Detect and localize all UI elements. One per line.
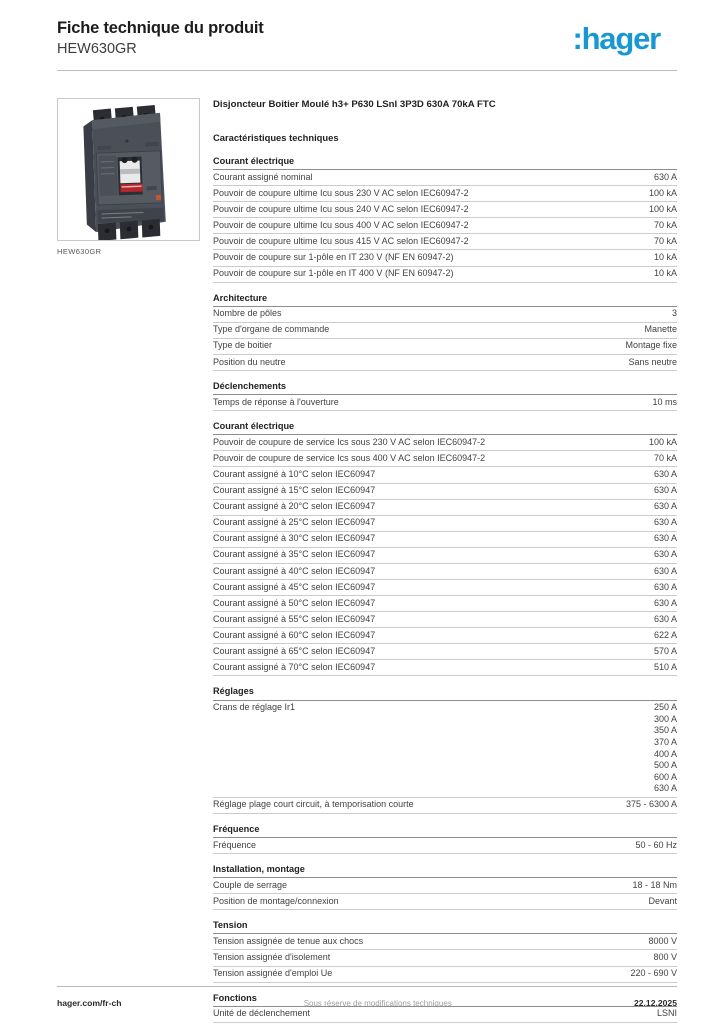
spec-value: 70 kA xyxy=(653,219,677,230)
spec-row xyxy=(213,267,677,283)
spec-row xyxy=(213,451,677,467)
spec-row xyxy=(213,500,677,516)
spec-row xyxy=(213,580,677,596)
spec-value: 100 kA xyxy=(648,187,677,198)
spec-value: 622 A xyxy=(653,629,677,640)
spec-label: Position du neutre xyxy=(213,356,286,367)
spec-label: Pouvoir de coupure ultime Icu sous 230 V AC selon IEC60947-2 xyxy=(213,187,469,198)
spec-label: Réglage plage court circuit, à temporisation courte xyxy=(213,799,414,810)
spec-label: Pouvoir de coupure ultime Icu sous 400 V AC selon IEC60947-2 xyxy=(213,219,469,230)
hager-logo: :hager xyxy=(572,21,660,56)
spec-row xyxy=(213,894,677,910)
spec-label: Courant assigné à 70°C selon IEC60947 xyxy=(213,662,376,672)
spec-value: Devant xyxy=(648,895,677,906)
footer-website-link[interactable]: hager.com/fr-ch xyxy=(57,998,122,1008)
spec-row xyxy=(213,701,677,798)
spec-section xyxy=(213,293,677,371)
spec-label: Pouvoir de coupure ultime Icu sous 415 V AC selon IEC60947-2 xyxy=(213,236,469,246)
product-title: Disjoncteur Boitier Moulé h3+ P630 LSnI 3P3D 630A 70kA FTC xyxy=(213,99,496,110)
page-header xyxy=(0,0,724,57)
spec-section xyxy=(213,156,677,283)
spec-row xyxy=(213,967,677,983)
spec-section xyxy=(213,864,677,910)
page-title: Fiche technique du produit xyxy=(57,19,264,37)
spec-value: LSNI xyxy=(656,1008,677,1019)
spec-row xyxy=(213,234,677,250)
spec-label: Courant assigné à 30°C selon IEC60947 xyxy=(213,533,376,544)
spec-value: 630 A xyxy=(653,517,677,528)
spec-row xyxy=(213,660,677,676)
spec-row xyxy=(213,798,677,814)
spec-label: Courant assigné à 55°C selon IEC60947 xyxy=(213,613,376,624)
spec-section xyxy=(213,824,677,854)
spec-row xyxy=(213,355,677,371)
spec-row xyxy=(213,307,677,323)
spec-value: 70 kA xyxy=(653,236,677,246)
caracteristiques-heading: Caractéristiques techniques xyxy=(213,132,339,143)
spec-value: 630 A xyxy=(653,549,677,560)
spec-value: 50 - 60 Hz xyxy=(635,839,677,850)
spec-value: 250 A 300 A 350 A 370 A 400 A 500 A 600 A 630 A xyxy=(653,702,677,794)
spec-row xyxy=(213,250,677,266)
spec-row xyxy=(213,339,677,355)
spec-section-title: Tension xyxy=(213,920,677,934)
spec-section xyxy=(213,381,677,411)
spec-row xyxy=(213,516,677,532)
product-image xyxy=(57,98,200,241)
spec-value: Manette xyxy=(644,324,677,335)
spec-row xyxy=(213,612,677,628)
spec-row xyxy=(213,548,677,564)
spec-value: 630 A xyxy=(653,501,677,512)
spec-label: Pouvoir de coupure sur 1-pôle en IT 400 V (NF EN 60947-2) xyxy=(213,268,454,279)
spec-value: 10 ms xyxy=(652,396,677,407)
spec-row xyxy=(213,934,677,950)
spec-row xyxy=(213,323,677,339)
spec-row xyxy=(213,484,677,500)
spec-section-title: Réglages xyxy=(213,686,677,700)
spec-label: Tension assignée de tenue aux chocs xyxy=(213,936,364,946)
spec-row xyxy=(213,878,677,894)
spec-label: Courant assigné nominal xyxy=(213,171,313,182)
product-image-column xyxy=(57,98,200,1023)
spec-value: 630 A xyxy=(653,485,677,496)
spec-label: Tension assignée d'emploi Ue xyxy=(213,968,333,979)
spec-label: Type d'organe de commande xyxy=(213,324,330,335)
spec-section-title: Courant électrique xyxy=(213,421,677,435)
page-footer xyxy=(57,986,677,1008)
spec-value: 10 kA xyxy=(653,268,677,279)
spec-row xyxy=(213,950,677,966)
spec-value: 375 - 6300 A xyxy=(625,799,677,810)
spec-section-title: Fonctions xyxy=(213,993,677,1007)
spec-label: Courant assigné à 35°C selon IEC60947 xyxy=(213,549,376,560)
spec-label: Pouvoir de coupure sur 1-pôle en IT 230 V (NF EN 60947-2) xyxy=(213,252,454,263)
spec-label: Nombre de pôles xyxy=(213,308,282,319)
header-text-block xyxy=(57,19,264,57)
spec-value: 100 kA xyxy=(648,436,677,447)
main-content xyxy=(0,71,724,1023)
spec-row xyxy=(213,218,677,234)
spec-value: 510 A xyxy=(653,662,677,672)
spec-label: Courant assigné à 25°C selon IEC60947 xyxy=(213,517,376,528)
spec-label: Couple de serrage xyxy=(213,879,288,890)
spec-value: 70 kA xyxy=(653,452,677,463)
spec-row xyxy=(213,564,677,580)
spec-row xyxy=(213,435,677,451)
spec-row xyxy=(213,1007,677,1023)
spec-label: Unité de déclenchement xyxy=(213,1008,311,1019)
breaker-illustration xyxy=(58,99,199,240)
spec-value: 630 A xyxy=(653,581,677,592)
spec-section xyxy=(213,421,677,676)
spec-label: Courant assigné à 10°C selon IEC60947 xyxy=(213,469,376,480)
spec-label: Type de boitier xyxy=(213,340,273,351)
spec-label: Pouvoir de coupure de service Ics sous 230 V AC selon IEC60947-2 xyxy=(213,436,486,447)
spec-label: Pouvoir de coupure ultime Icu sous 240 V AC selon IEC60947-2 xyxy=(213,203,469,214)
spec-sections xyxy=(213,156,677,1023)
spec-label: Courant assigné à 50°C selon IEC60947 xyxy=(213,597,376,608)
spec-row xyxy=(213,467,677,483)
spec-label: Temps de réponse à l'ouverture xyxy=(213,396,339,407)
spec-row xyxy=(213,395,677,411)
spec-row xyxy=(213,532,677,548)
spec-value: 630 A xyxy=(653,597,677,608)
spec-label: Tension assignée d'isolement xyxy=(213,952,331,963)
spec-value: Sans neutre xyxy=(628,356,677,367)
spec-value: 570 A xyxy=(653,645,677,656)
spec-value: 100 kA xyxy=(648,203,677,214)
spec-section-title: Architecture xyxy=(213,293,677,307)
spec-value: 800 V xyxy=(653,952,677,963)
product-image-caption: HEW630GR xyxy=(57,247,102,256)
spec-value: Montage fixe xyxy=(625,340,677,351)
spec-label: Courant assigné à 65°C selon IEC60947 xyxy=(213,645,376,656)
spec-label: Courant assigné à 60°C selon IEC60947 xyxy=(213,629,376,640)
spec-row xyxy=(213,838,677,854)
spec-section-title: Installation, montage xyxy=(213,864,677,878)
spec-row xyxy=(213,644,677,660)
spec-value: 630 A xyxy=(653,171,677,182)
spec-label: Position de montage/connexion xyxy=(213,895,339,906)
spec-section-title: Déclenchements xyxy=(213,381,677,395)
spec-section-title: Courant électrique xyxy=(213,156,677,170)
spec-label: Pouvoir de coupure de service Ics sous 400 V AC selon IEC60947-2 xyxy=(213,452,486,463)
spec-section xyxy=(213,920,677,982)
spec-section-title: Fréquence xyxy=(213,824,677,838)
spec-label: Courant assigné à 15°C selon IEC60947 xyxy=(213,485,376,496)
spec-label: Courant assigné à 40°C selon IEC60947 xyxy=(213,565,376,576)
spec-value: 630 A xyxy=(653,533,677,544)
spec-row xyxy=(213,628,677,644)
spec-row xyxy=(213,202,677,218)
footer-date: 22.12.2025 xyxy=(633,998,677,1008)
footer-disclaimer: Sous réserve de modifications techniques xyxy=(303,999,452,1008)
spec-label: Courant assigné à 20°C selon IEC60947 xyxy=(213,501,376,512)
product-reference: HEW630GR xyxy=(57,41,137,57)
spec-value: 220 - 690 V xyxy=(630,968,677,979)
spec-row xyxy=(213,170,677,186)
spec-value: 8000 V xyxy=(648,936,677,946)
spec-value: 630 A xyxy=(653,613,677,624)
spec-label: Crans de réglage Ir1 xyxy=(213,702,296,713)
spec-row xyxy=(213,186,677,202)
spec-label: Fréquence xyxy=(213,839,257,850)
spec-row xyxy=(213,596,677,612)
spec-value: 18 - 18 Nm xyxy=(632,879,677,890)
spec-value: 3 xyxy=(671,308,677,319)
spec-column xyxy=(213,98,677,1023)
spec-value: 630 A xyxy=(653,469,677,480)
spec-value: 630 A xyxy=(653,565,677,576)
spec-label: Courant assigné à 45°C selon IEC60947 xyxy=(213,581,376,592)
spec-value: 10 kA xyxy=(653,252,677,263)
spec-section xyxy=(213,686,677,813)
